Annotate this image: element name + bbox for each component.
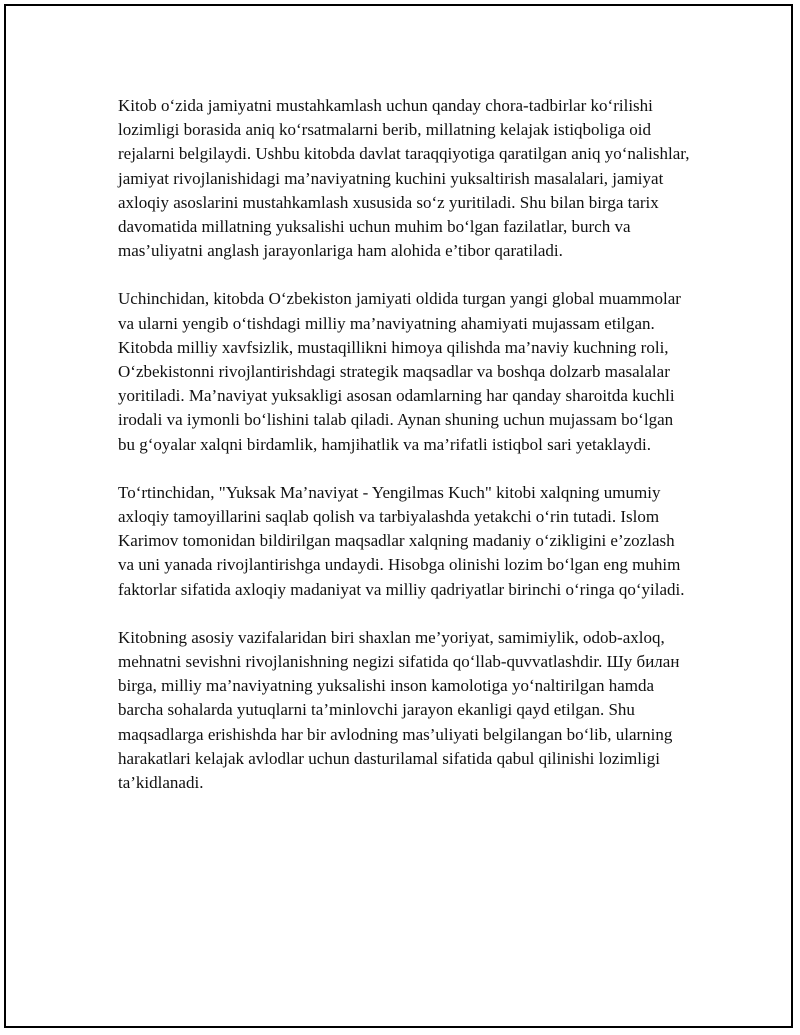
document-body: [118, 94, 690, 819]
paragraph-2: Uchinchidan, kitobda O‘zbekiston jamiyati oldida turgan yangi global muammolar va ularni yengib o‘tishdagi milliy ma’naviyatning ahamiyati mujassam etilgan. Kitobda milliy xavfsizlik, mustaqillikni himoya qilishda ma’naviy kuchning roli, O‘zbekistonni rivojlantirishdagi strategik maqsadlar va boshqa dolzarb masalalar yoritiladi. Ma’naviyat yuksakligi asosan odamlarning har qanday sharoitda kuchli irodali va iymonli bo‘lishini talab qiladi. Aynan shuning uchun mujassam bo‘lgan bu g‘oyalar xalqni birdamlik, hamjihatlik va ma’rifatli istiqbol sari yetaklaydi.: [118, 289, 681, 454]
paragraph-3: To‘rtinchidan, "Yuksak Ma’naviyat - Yengilmas Kuch" kitobi xalqning umumiy axloqiy tamoyillarini saqlab qolish va tarbiyalashda yetakchi o‘rin tutadi. Islom Karimov tomonidan bildirilgan maqsadlar xalqning madaniy o‘zikligini e’zozlash va uni yanada rivojlantirishga undaydi. Hisobga olinishi lozim bo‘lgan eng muhim faktorlar sifatida axloqiy madaniyat va milliy qadriyatlar birinchi o‘ringa qo‘yiladi.: [118, 482, 685, 599]
paragraph-4: Kitobning asosiy vazifalaridan biri shaxlan me’yoriyat, samimiylik, odob-axloq, mehnatni sevishni rivojlanishning negizi sifatida qo‘llab-quvvatlashdir. Шу билан birga, milliy ma’naviyatning yuksalishi inson kamolotiga yo‘naltirilgan hamda barcha sohalarda yutuqlarni ta’minlovchi jarayon ekanligi qayd etilgan. Shu maqsadlarga erishishda har bir avlodning mas’uliyati belgilangan bo‘lib, ularning harakatlari kelajak avlodlar uchun dasturilamal sifatida qabul qilinishi lozimligi ta’kidlanadi.: [118, 627, 680, 793]
paragraph-1: Kitob o‘zida jamiyatni mustahkamlash uchun qanday chora-tadbirlar ko‘rilishi lozimligi borasida aniq ko‘rsatmalarni berib, millatning kelajak istiqboliga oid rejalarni belgilaydi. Ushbu kitobda davlat taraqqiyotiga qaratilgan aniq yo‘nalishlar, jamiyat rivojlanishidagi ma’naviyatning kuchini yuksaltirish masalalari, jamiyat axloqiy asoslarini mustahkamlash xususida so‘z yuritiladi. Shu bilan birga tarix davomatida millatning yuksalishi uchun muhim bo‘lgan fazilatlar, burch va mas’uliyatni anglash jarayonlariga ham alohida e’tibor qaratiladi.: [118, 96, 690, 261]
